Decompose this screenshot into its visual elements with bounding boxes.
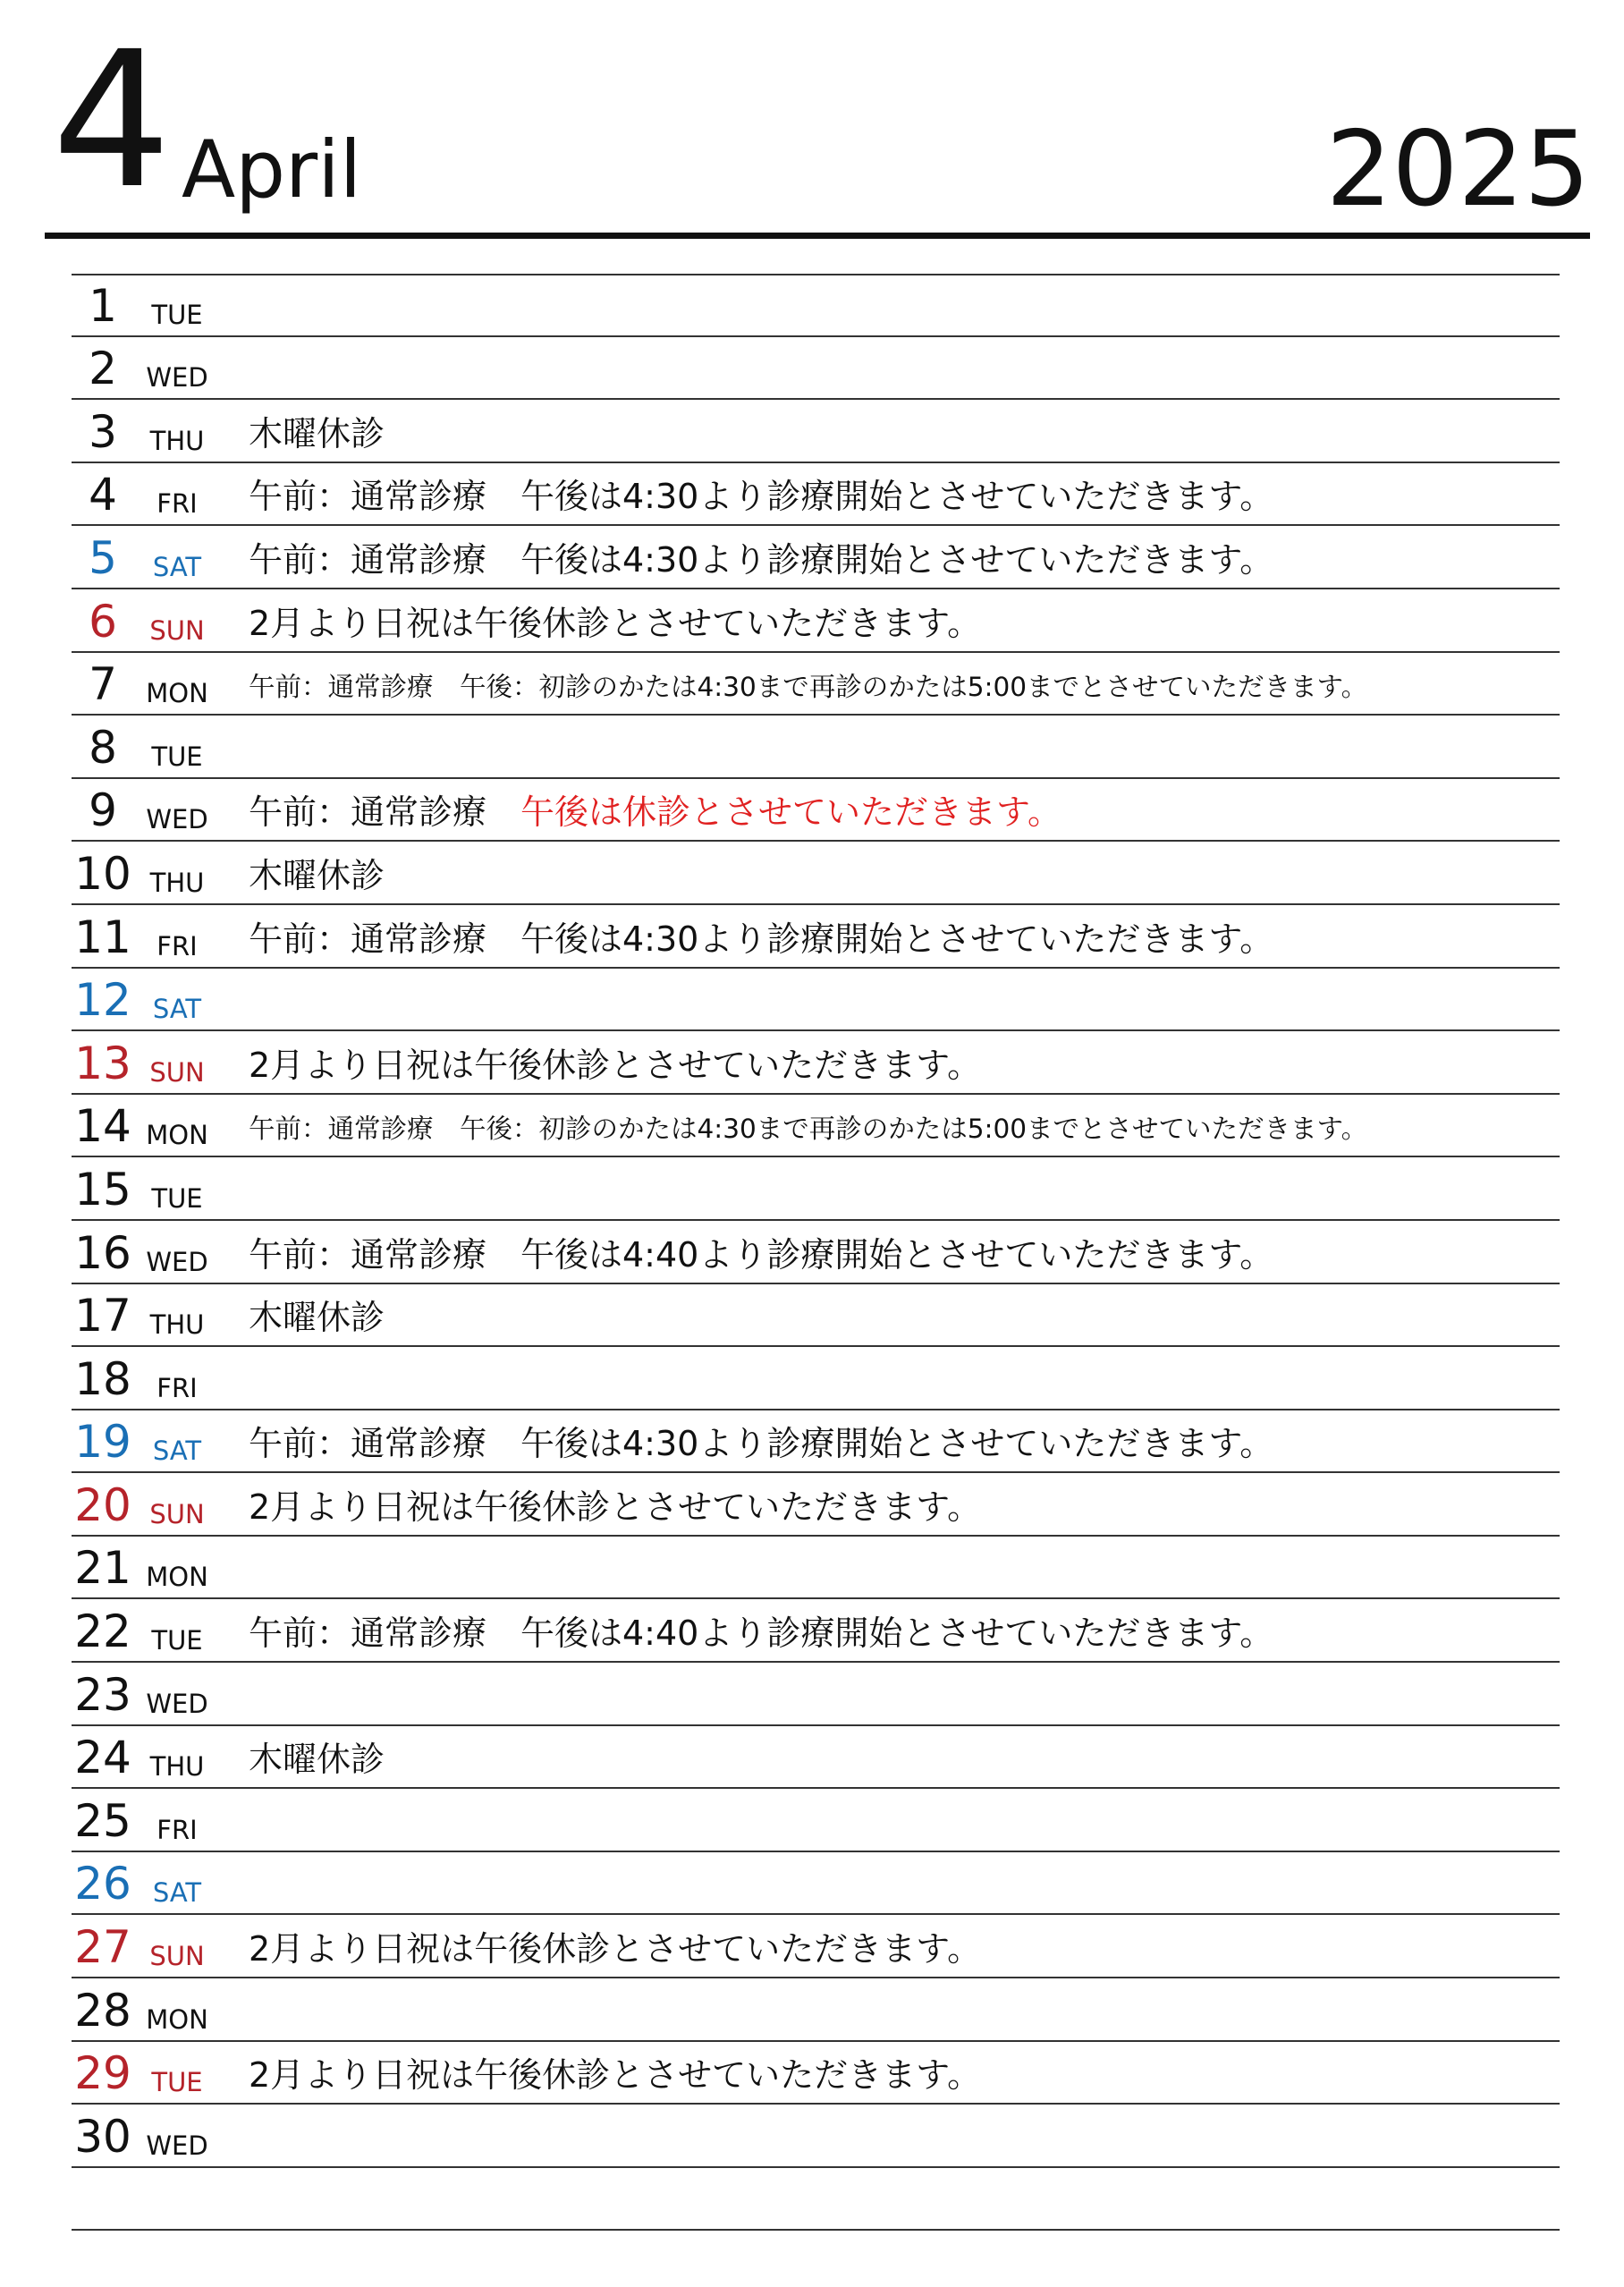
day-number: 13 [74,1037,131,1089]
day-of-week: MON [146,1562,208,1593]
day-of-week: THU [149,1309,205,1341]
calendar-rows [72,274,1560,2231]
day-number: 20 [74,1478,131,1531]
day-of-week: SUN [149,1056,205,1088]
day-note [249,1113,1367,1145]
day-of-week: SUN [149,614,205,646]
day-row [72,1663,1560,1726]
day-row [72,969,1560,1032]
day-number: 15 [74,1163,131,1215]
day-of-week: WED [146,1246,208,1277]
day-of-week: TUE [151,299,203,330]
day-note [249,476,1273,517]
day-number: 10 [74,847,131,900]
day-note-text: 2月より日祝は午後休診とさせていただきます。 [249,1045,982,1085]
day-note [249,539,1273,580]
day-number: 5 [89,531,117,584]
day-note [249,1297,385,1338]
day-note [249,671,1367,703]
day-note [249,603,981,644]
day-note [249,2054,981,2096]
day-row [72,842,1560,905]
day-row [72,1221,1560,1284]
day-of-week: TUE [151,2067,203,2098]
day-note [249,1613,1273,1654]
day-of-week: WED [146,1688,208,1719]
day-note [249,792,1062,833]
day-row [72,526,1560,589]
day-row [72,1978,1560,2042]
day-row [72,779,1560,843]
day-note-text: 午前：通常診療 午後：初診のかたは4:30まで再診のかたは5:00までとさせていただきます。 [249,672,1368,703]
day-row [72,653,1560,716]
day-of-week: MON [146,1120,208,1151]
day-number: 25 [74,1794,131,1847]
day-of-week: THU [149,425,205,456]
day-of-week: SAT [152,551,202,582]
day-of-week: SUN [149,1941,205,1972]
day-note [249,1234,1273,1275]
day-of-week: WED [146,2130,208,2161]
header-rule [45,233,1590,239]
day-row [72,337,1560,401]
day-row [72,1157,1560,1221]
day-row [72,1473,1560,1537]
day-of-week: TUE [151,1182,203,1214]
day-of-week: FRI [156,1814,198,1845]
day-number: 4 [89,469,117,521]
day-row [72,716,1560,779]
year: 2025 [1325,109,1590,230]
day-note-text: 午前：通常診療 午後：初診のかたは4:30まで再診のかたは5:00までとさせていただきます。 [249,1114,1368,1145]
blank-row [72,2168,1560,2232]
day-row [72,589,1560,653]
day-note-text: 2月より日祝は午後休診とさせていただきます。 [249,1929,982,1969]
day-row [72,1347,1560,1410]
day-number: 3 [89,405,117,458]
month-name: April [182,123,362,216]
day-of-week: SAT [152,994,202,1025]
day-number: 1 [89,279,117,332]
day-note-alert: 午後は休診とさせていただきます。 [520,792,1062,833]
day-number: 9 [89,784,117,837]
day-of-week: TUE [151,741,203,772]
day-of-week: SAT [152,1877,202,1909]
day-row [72,1410,1560,1474]
day-number: 17 [74,1290,131,1343]
day-note-text: 午前：通常診療 午後は4:40より診療開始とさせていただきます。 [249,1614,1274,1654]
day-note-text: 午前：通常診療 午後は4:30より診療開始とさせていただきます。 [249,919,1274,959]
day-note [249,1045,981,1086]
day-row [72,463,1560,527]
day-number: 29 [74,2047,131,2100]
day-note [249,413,385,454]
day-row [72,1031,1560,1095]
day-note [249,1928,981,1969]
day-of-week: THU [149,1751,205,1783]
day-note-text: 木曜休診 [249,1740,385,1780]
day-number: 26 [74,1858,131,1910]
day-note-text: 午前：通常診療 午後は4:40より診療開始とさせていただきます。 [249,1234,1274,1275]
day-row [72,1095,1560,1158]
day-note-text: 2月より日祝は午後休診とさせていただきます。 [249,603,982,643]
day-of-week: FRI [156,930,198,961]
day-note-text: 午前：通常診療 午後は4:30より診療開始とさせていただきます。 [249,1424,1274,1464]
day-note-text: 午前：通常診療 午後は4:30より診療開始とさせていただきます。 [249,477,1274,517]
day-number: 18 [74,1352,131,1405]
day-number: 30 [74,2110,131,2163]
day-of-week: MON [146,678,208,709]
day-note-text: 午前：通常診療 [249,792,521,833]
day-row [72,400,1560,463]
day-number: 22 [74,1605,131,1658]
day-note-text: 木曜休診 [249,413,385,453]
day-number: 2 [89,343,117,395]
day-of-week: SUN [149,1498,205,1529]
day-number: 11 [74,911,131,963]
day-row [72,2042,1560,2105]
day-number: 6 [89,595,117,648]
day-note [249,855,385,896]
day-row [72,1789,1560,1852]
day-number: 27 [74,1921,131,1974]
day-note [249,919,1273,960]
day-row [72,2105,1560,2168]
day-note-text: 2月より日祝は午後休診とさせていただきます。 [249,1487,982,1527]
day-number: 7 [89,658,117,711]
day-number: 21 [74,1542,131,1595]
day-note-text: 木曜休診 [249,1298,385,1338]
day-row [72,274,1560,337]
day-number: 28 [74,1984,131,2037]
month-number: 4 [52,11,168,230]
day-number: 12 [74,974,131,1027]
day-row [72,1726,1560,1790]
day-of-week: SAT [152,1436,202,1467]
day-row [72,1852,1560,1916]
day-row [72,1599,1560,1663]
day-note-text: 午前：通常診療 午後は4:30より診療開始とさせていただきます。 [249,539,1274,580]
day-row [72,1284,1560,1348]
day-of-week: WED [146,804,208,835]
day-number: 14 [74,1100,131,1153]
day-note-text: 木曜休診 [249,855,385,895]
day-of-week: WED [146,362,208,394]
day-number: 19 [74,1416,131,1469]
day-row [72,1537,1560,1600]
day-row [72,1915,1560,1978]
day-number: 24 [74,1732,131,1784]
day-of-week: FRI [156,488,198,520]
day-of-week: MON [146,2003,208,2035]
day-number: 16 [74,1226,131,1279]
day-note-text: 2月より日祝は午後休診とさせていただきます。 [249,2055,982,2096]
day-note [249,1423,1273,1464]
day-of-week: TUE [151,1625,203,1656]
day-number: 23 [74,1668,131,1721]
day-row [72,905,1560,969]
day-of-week: FRI [156,1372,198,1403]
day-note [249,1739,385,1780]
day-number: 8 [89,721,117,774]
day-note [249,1487,981,1528]
day-of-week: THU [149,867,205,898]
